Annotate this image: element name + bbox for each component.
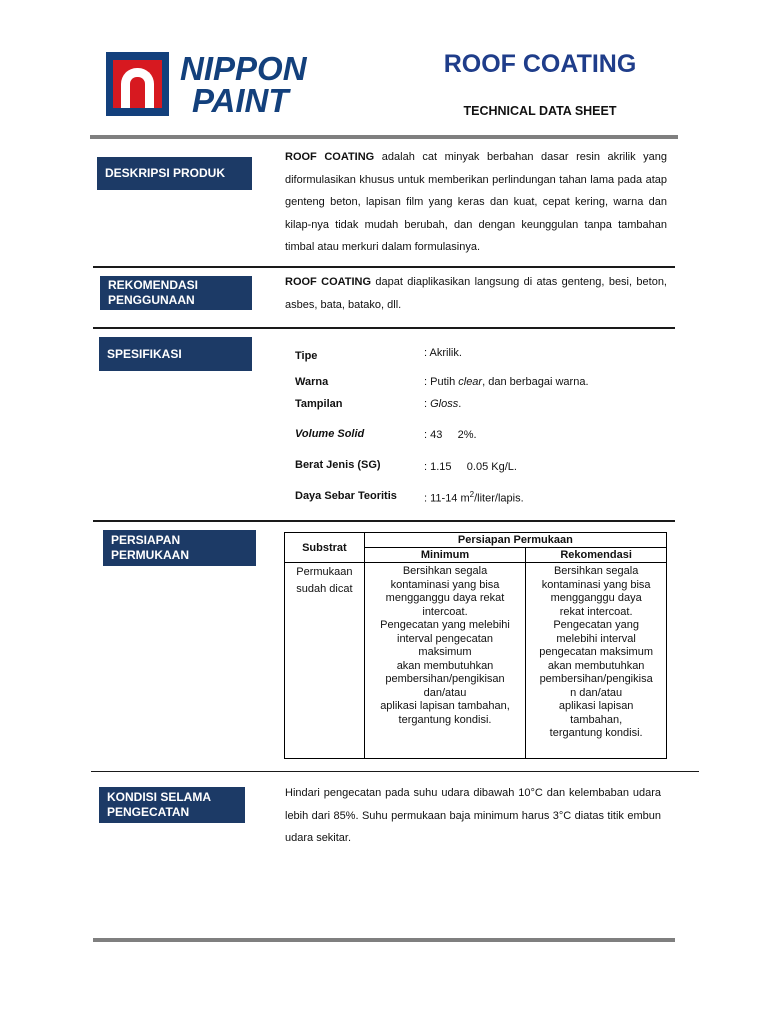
rekomendasi-line: n dan/atau — [570, 686, 623, 699]
rekomendasi-line: akan membutuhkan — [547, 659, 645, 672]
spec-label-daya-sebar: Daya Sebar Teoritis — [295, 490, 397, 502]
brand-name-line2: PAINT — [192, 82, 289, 119]
minimum-line: Bersihkan segala — [402, 565, 488, 577]
section-label-spesifikasi: SPESIFIKASI — [99, 337, 252, 371]
spec-value-tampilan — [424, 398, 461, 410]
section-label-persiapan-line1: PERSIAPAN — [111, 533, 181, 547]
spec-label-tipe: Tipe — [295, 350, 318, 362]
section-label-kondisi — [99, 787, 245, 823]
spec-value-volume-solid: : 43 2%. — [424, 429, 477, 441]
brand-name-line1: NIPPON — [180, 50, 307, 87]
rekomendasi-body: dapat diaplikasikan langsung di atas genteng, besi, beton, asbes, bata, batako, dll. — [285, 276, 667, 311]
section-divider — [93, 327, 675, 329]
minimum-line: mengganggu daya rekat — [385, 592, 505, 604]
section-divider — [93, 520, 675, 522]
spec-value-tampilan-pre: : — [424, 398, 431, 410]
spec-value-warna — [424, 376, 589, 388]
spec-value-tipe: : Akrilik. — [424, 347, 462, 359]
deskripsi-text — [285, 146, 667, 259]
kondisi-text: Hindari pengecatan pada suhu udara dibawah 10°C dan kelembaban udara lebih dari 85%. Suhu permukaan baja minimum harus 3°C diatas titik embun udara sekitar. — [285, 787, 661, 845]
table-row — [285, 563, 667, 759]
spec-label-berat-jenis: Berat Jenis (SG) — [295, 459, 381, 471]
minimum-line: pembersihan/pengikisan — [385, 673, 505, 685]
section-label-persiapan — [103, 530, 256, 566]
header-minimum: Minimum — [364, 548, 526, 563]
section-divider — [91, 771, 699, 772]
spec-value-warna-em: clear — [458, 376, 483, 388]
deskripsi-body: adalah cat minyak berbahan dasar resin akrilik yang diformulasikan khusus untuk memberikan perlindungan tahan lama pada atap genteng beton, lapisan film yang keras dan kuat, cepat kering, warna dan kilap-nya tidak mudah berubah, dan dengan keunggulan tanpa tambahan timbal atau merkuri dalam formulasinya. — [285, 151, 668, 254]
spec-value-berat-jenis: : 1.15 0.05 Kg/L. — [424, 461, 517, 473]
spec-value-tampilan-post: . — [458, 398, 462, 410]
substrat-line: Permukaan — [296, 566, 353, 578]
minimum-line: kontaminasi yang bisa — [390, 578, 500, 591]
nippon-paint-logo-icon — [106, 52, 169, 116]
rekomendasi-line: pembersihan/pengikisa — [539, 673, 653, 685]
rekomendasi-line: aplikasi lapisan — [558, 700, 634, 712]
cell-minimum — [364, 563, 526, 759]
rekomendasi-line: melebihi interval — [556, 632, 636, 645]
surface-prep-table — [284, 532, 667, 759]
rekomendasi-line: rekat intercoat. — [559, 605, 633, 618]
document-title: ROOF COATING — [443, 50, 637, 78]
table-header-row — [285, 533, 667, 548]
spec-value-daya-sebar-pre: : 11-14 m — [424, 492, 470, 505]
section-label-kondisi-line2: PENGECATAN — [107, 805, 190, 819]
minimum-line: aplikasi lapisan tambahan, — [380, 700, 510, 712]
header-divider — [90, 135, 678, 139]
rekomendasi-text — [285, 271, 667, 316]
spec-value-daya-sebar-sup: 2 — [469, 490, 475, 499]
header-substrat: Substrat — [285, 533, 365, 563]
deskripsi-product-name: ROOF COATING — [285, 151, 375, 163]
rekomendasi-line: Bersihkan segala — [553, 565, 639, 577]
minimum-line: interval pengecatan — [397, 632, 494, 645]
minimum-line: maksimum — [418, 646, 472, 658]
cell-rekomendasi — [526, 563, 667, 759]
rekomendasi-line: tambahan, — [570, 713, 623, 726]
header-rekomendasi: Rekomendasi — [526, 548, 667, 563]
footer-divider — [93, 938, 675, 942]
minimum-line: intercoat. — [422, 605, 468, 618]
rekomendasi-line: kontaminasi yang bisa — [541, 578, 651, 591]
section-label-deskripsi: DESKRIPSI PRODUK — [97, 157, 252, 190]
cell-substrat — [285, 563, 365, 759]
spec-value-warna-pre: : Putih — [424, 376, 459, 388]
minimum-line: Pengecatan yang melebihi — [380, 619, 510, 631]
spec-label-volume-solid: Volume Solid — [295, 428, 365, 440]
rekomendasi-product-name: ROOF COATING — [285, 276, 372, 288]
rekomendasi-line: Pengecatan yang — [553, 619, 639, 631]
spec-label-tampilan: Tampilan — [295, 398, 343, 410]
section-label-rekomendasi-line2: PENGGUNAAN — [108, 293, 195, 307]
rekomendasi-line: mengganggu daya — [550, 592, 642, 604]
rekomendasi-line: tergantung kondisi. — [549, 727, 643, 739]
spec-value-warna-post: , dan berbagai warna. — [482, 376, 589, 388]
spec-value-daya-sebar — [424, 490, 524, 505]
section-label-kondisi-line1: KONDISI SELAMA — [107, 790, 212, 804]
section-label-persiapan-line2: PERMUKAAN — [111, 548, 189, 562]
section-divider — [93, 266, 675, 268]
section-label-rekomendasi — [100, 276, 252, 310]
substrat-line: sudah dicat — [296, 583, 353, 595]
spec-label-warna: Warna — [295, 376, 329, 388]
minimum-line: tergantung kondisi. — [398, 713, 492, 726]
header-persiapan-permukaan: Persiapan Permukaan — [364, 533, 666, 548]
rekomendasi-line: pengecatan maksimum — [539, 646, 653, 658]
document-subtitle: TECHNICAL DATA SHEET — [463, 104, 617, 118]
spec-value-daya-sebar-post: /liter/lapis. — [474, 492, 524, 505]
spec-value-tampilan-em: Gloss — [430, 398, 459, 410]
section-label-rekomendasi-line1: REKOMENDASI — [108, 278, 199, 292]
minimum-line: dan/atau — [423, 686, 467, 699]
minimum-line: akan membutuhkan — [396, 659, 494, 672]
